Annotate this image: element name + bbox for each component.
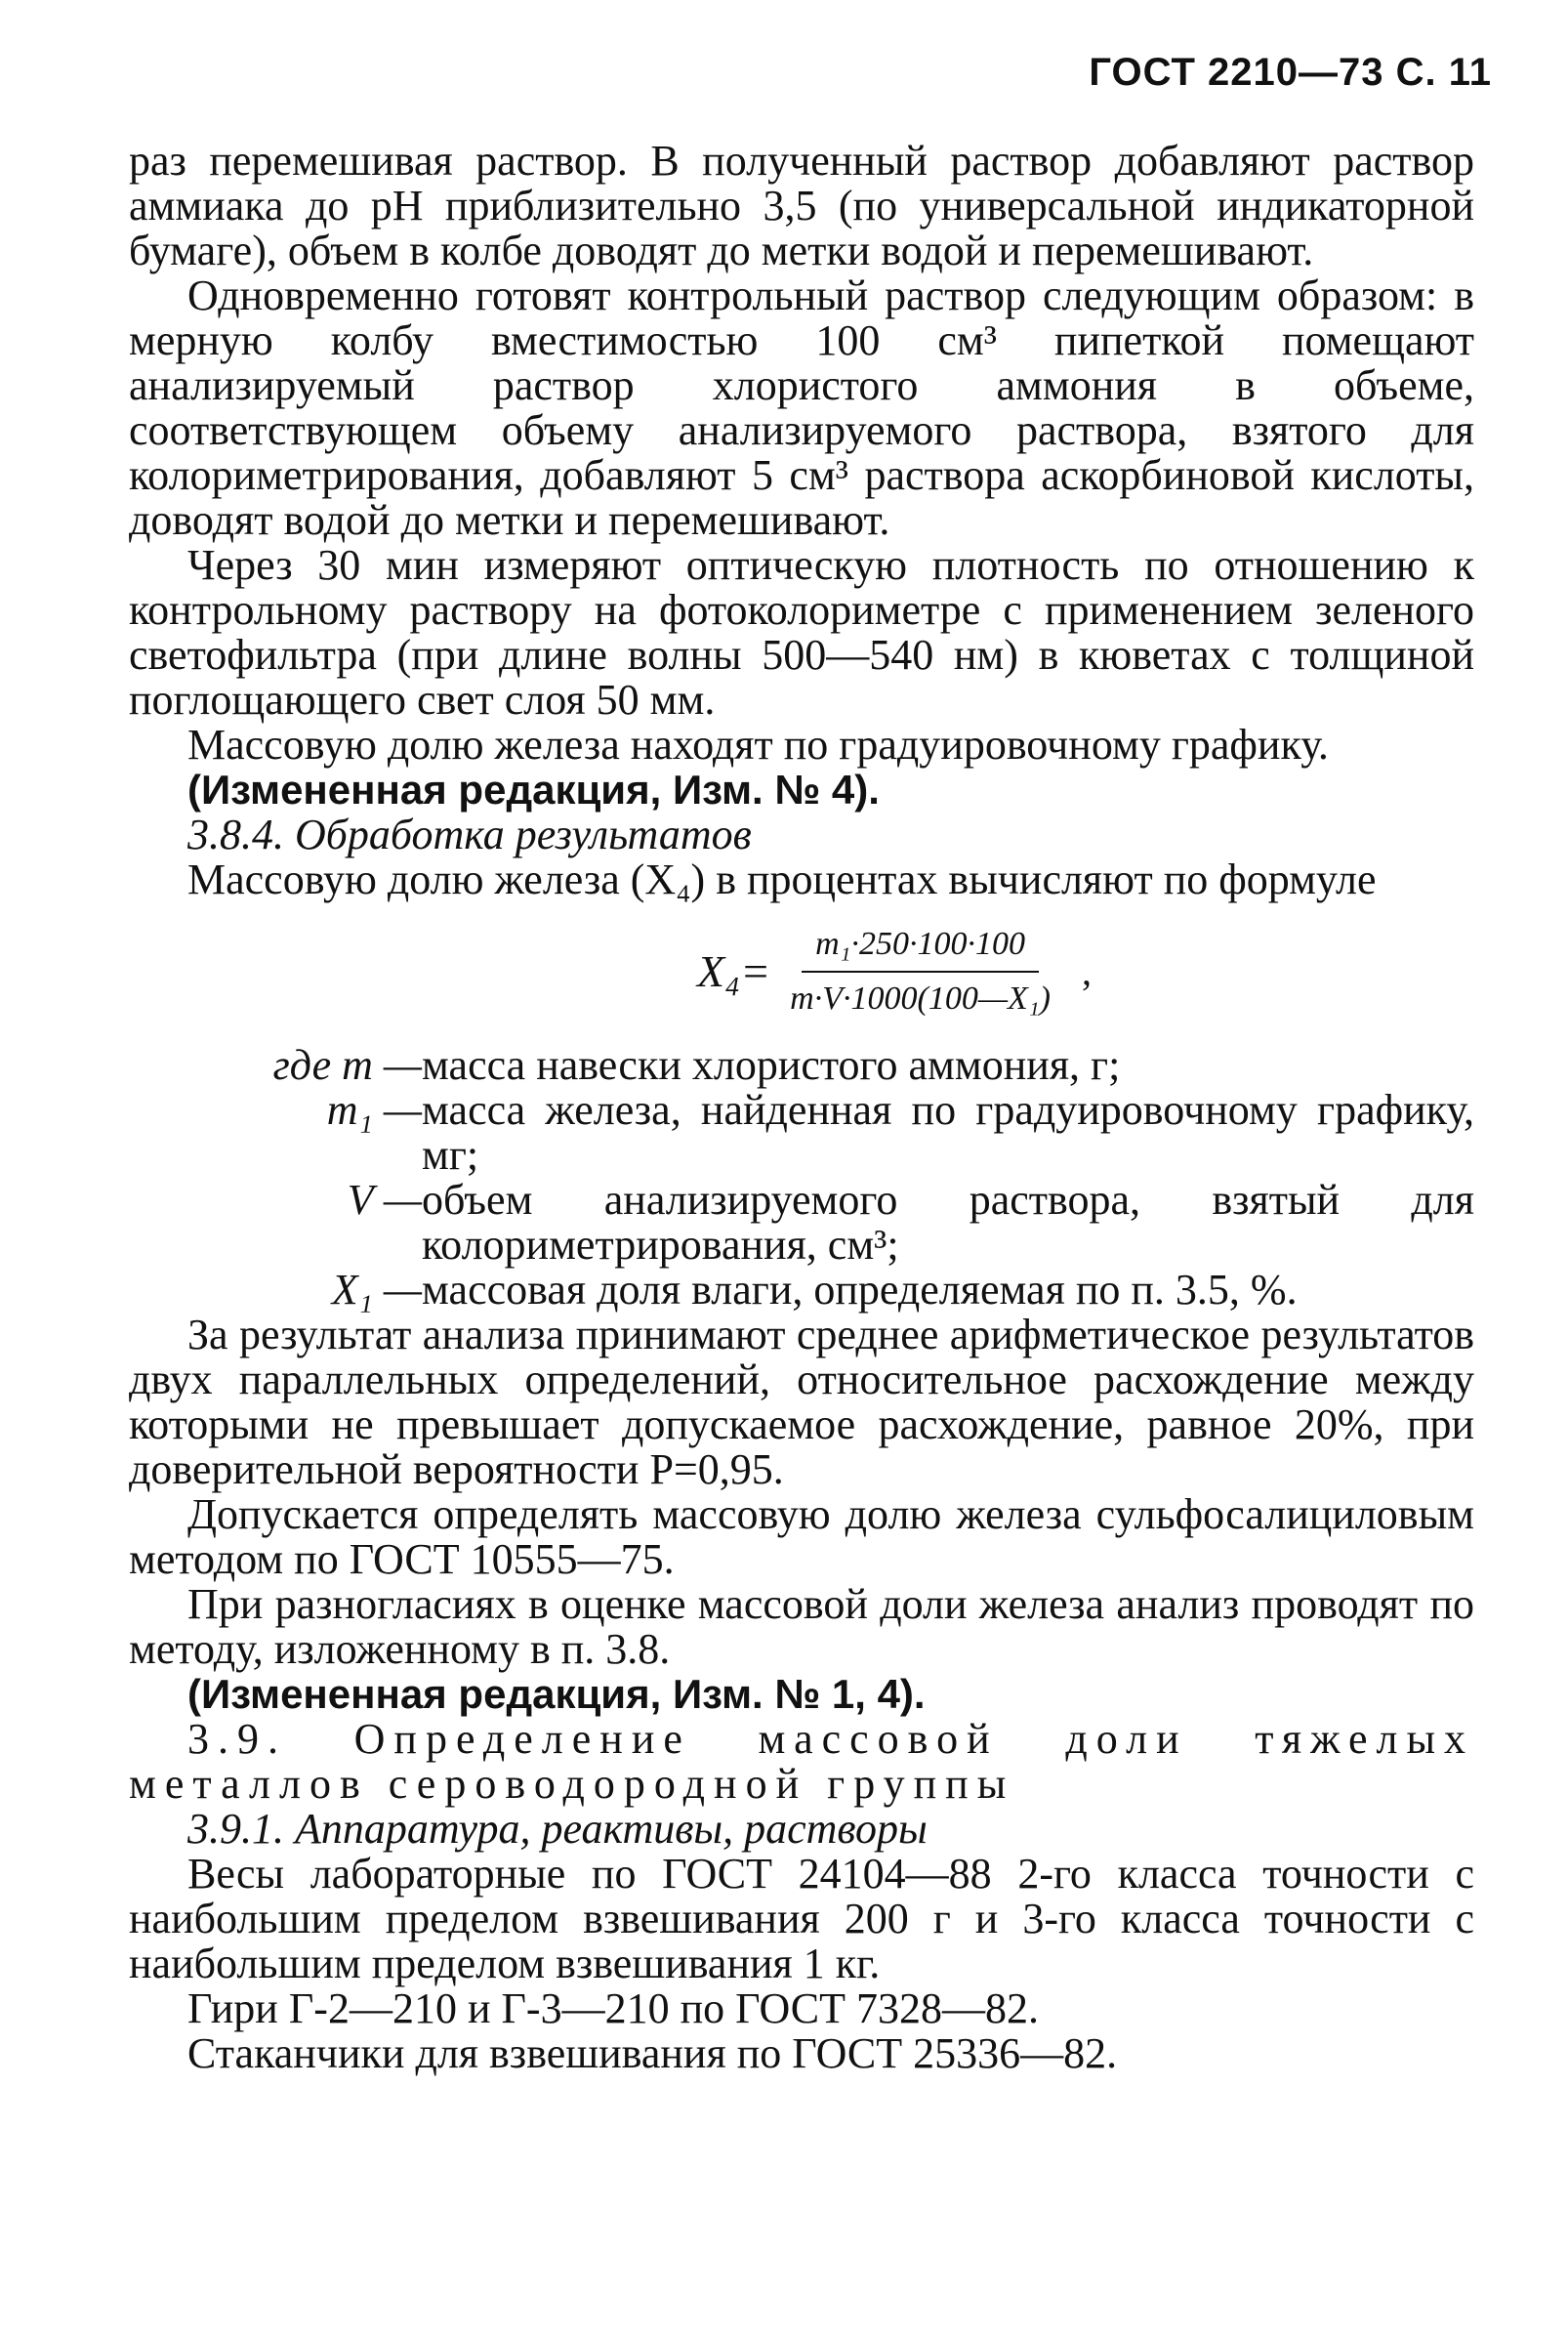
definition-row <box>129 1088 1474 1178</box>
formula-denominator: m·V·1000(100—X₁) <box>790 981 1051 1017</box>
formula-fraction <box>776 922 1064 1022</box>
definition-row <box>129 1268 1474 1313</box>
section-3-8-4-heading: 3.8.4. Обработка результатов <box>187 811 752 858</box>
paragraph-2: Одновременно готовят контрольный раствор следующим образом: в мерную колбу вместимостью 100 см³ пипеткой помещают анализируемый раствор хлористого аммония в объеме, соответствующем объему анализируемого раствора, взятого для колориметрирования, добавляют 5 см³ раствора аскорбиновой кислоты, доводят водой до метки и перемешивают. <box>129 271 1474 544</box>
definition-text: объем анализируемого раствора, взятый для колориметрирования, см³; <box>422 1176 1474 1269</box>
paragraph-16: Стаканчики для взвешивания по ГОСТ 25336—82. <box>187 2029 1118 2077</box>
amendment-note-1: (Измененная редакция, Изм. № 4). <box>187 767 880 813</box>
definition-row <box>129 1178 1474 1268</box>
paragraph-7: Массовую долю железа (X₄) в процентах вычисляют по формуле <box>187 856 1377 903</box>
paragraph-4: Массовую долю железа находят по градуировочному графику. <box>187 721 1329 769</box>
definition-text: масса навески хлористого аммония, г; <box>422 1041 1121 1089</box>
definition-symbol: X₁ — <box>331 1266 422 1314</box>
body-text <box>129 139 1474 2076</box>
section-3-9-1-heading: 3.9.1. Аппаратура, реактивы, растворы <box>187 1805 928 1853</box>
formula-x4 <box>129 922 1474 1022</box>
amendment-note-2: (Измененная редакция, Изм. № 1, 4). <box>187 1671 926 1717</box>
paragraph-10: При разногласиях в оценке массовой доли железа анализ проводят по методу, изложенному в п. 3.8. <box>129 1580 1474 1673</box>
paragraph-8: За результат анализа принимают среднее арифметическое результатов двух параллельных определений, относительное расхождение между которыми не превышает допускаемое расхождение, равное 20%, при доверительной вероятности P=0,95. <box>129 1311 1474 1493</box>
definition-symbol: m₁ — <box>326 1086 422 1134</box>
definition-symbol: где m — <box>272 1041 422 1089</box>
definition-row <box>129 1043 1474 1088</box>
formula-trail: , <box>1081 949 1092 993</box>
paragraph-3: Через 30 мин измеряют оптическую плотность по отношению к контрольному раствору на фотоколориметре с применением зеленого светофильтра (при длине волны 500—540 нм) в кюветах с толщиной поглощающего свет слоя 50 мм. <box>129 541 1474 724</box>
section-3-9-heading: 3.9. Определение массовой доли тяжелых металлов сероводородной группы <box>129 1715 1474 1808</box>
paragraph-15: Гири Г-2—210 и Г-3—210 по ГОСТ 7328—82. <box>187 1984 1040 2032</box>
formula-numerator: m₁·250·100·100 <box>802 922 1039 973</box>
paragraph-1: раз перемешивая раствор. В полученный раствор добавляют раствор аммиака до pH приблизительно 3,5 (по универсальной индикаторной бумаге), объем в колбе доводят до метки водой и перемешивают. <box>129 137 1474 274</box>
page-header: ГОСТ 2210—73 С. 11 <box>1089 51 1492 94</box>
paragraph-14: Весы лабораторные по ГОСТ 24104—88 2-го класса точности с наибольшим пределом взвешивания 200 г и 3-го класса точности с наибольшим пределом взвешивания 1 кг. <box>129 1850 1474 1987</box>
formula-definitions <box>129 1043 1474 1313</box>
definition-text: масса железа, найденная по градуировочному графику, мг; <box>422 1086 1474 1179</box>
definition-symbol: V — <box>347 1176 422 1224</box>
paragraph-9: Допускается определять массовую долю железа сульфосалициловым методом по ГОСТ 10555—75. <box>129 1490 1474 1583</box>
formula-lhs: X₄= <box>697 946 771 996</box>
definition-text: массовая доля влаги, определяемая по п. 3.5, %. <box>422 1266 1298 1314</box>
